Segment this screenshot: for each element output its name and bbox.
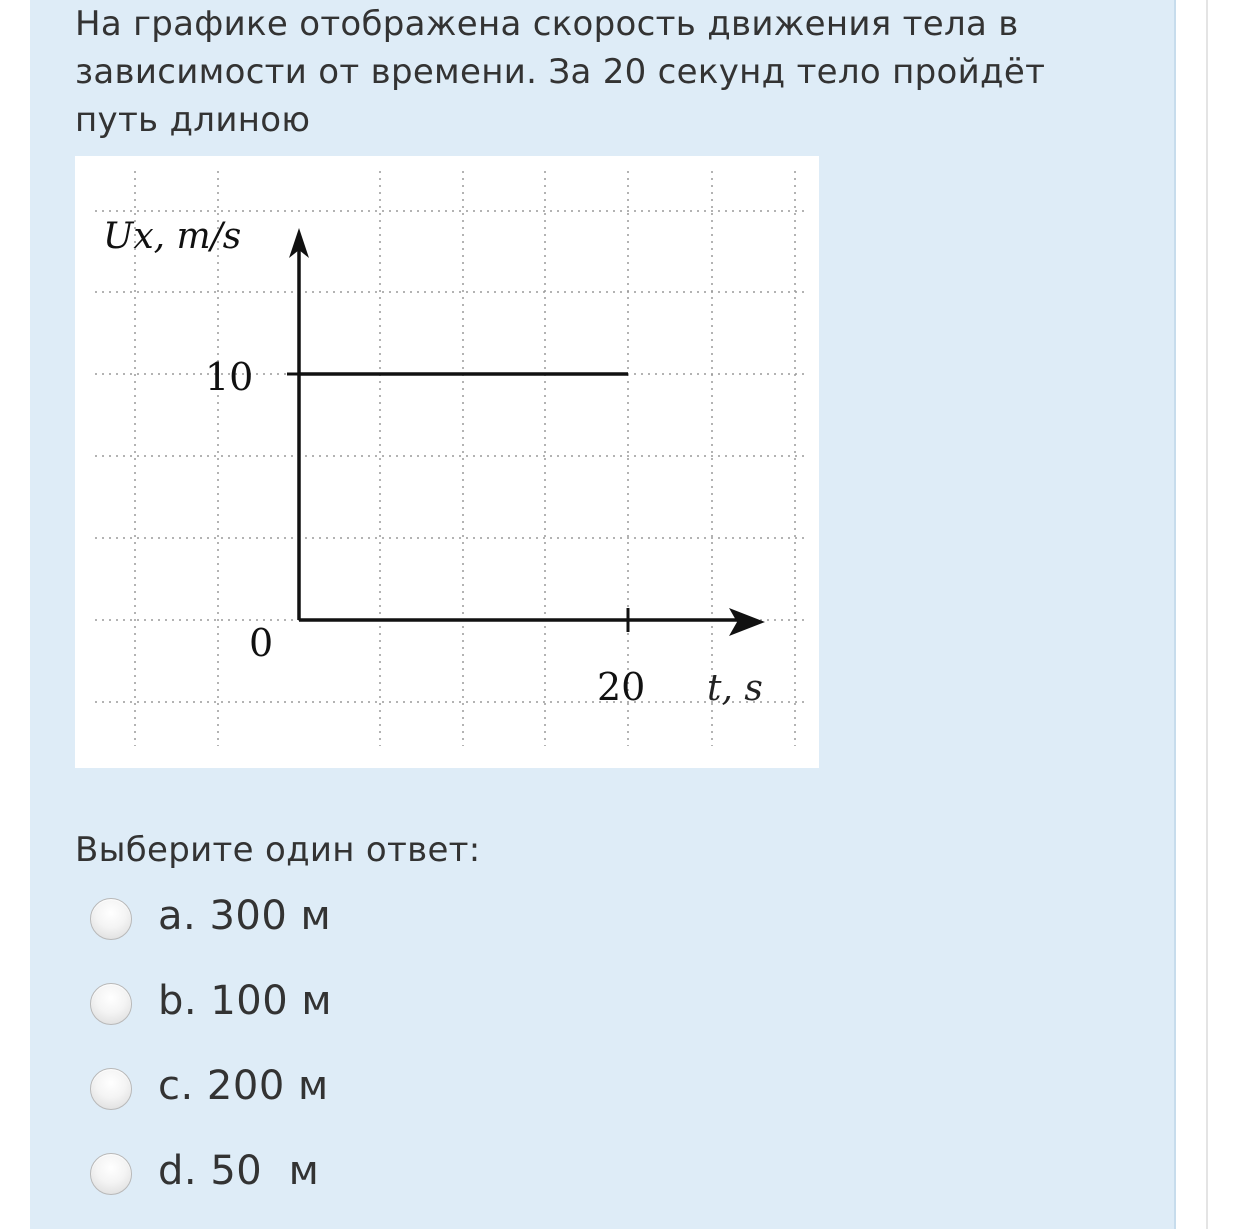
velocity-time-graph xyxy=(75,156,819,768)
graph-axes xyxy=(299,248,755,620)
right-border xyxy=(1206,0,1208,1229)
radio-button-c[interactable] xyxy=(90,1068,132,1110)
question-panel xyxy=(30,0,1176,1229)
x-axis-label: t, s xyxy=(707,668,763,709)
answer-label-b[interactable]: b. 100 м xyxy=(158,978,333,1024)
answer-option-b[interactable] xyxy=(90,963,690,1048)
radio-button-b[interactable] xyxy=(90,983,132,1025)
answer-prompt: Выберите один ответ: xyxy=(75,830,481,870)
answer-option-a[interactable] xyxy=(90,878,690,963)
y-tick-label-10: 10 xyxy=(205,355,254,399)
radio-button-d[interactable] xyxy=(90,1153,132,1195)
answer-label-d[interactable]: d. 50 м xyxy=(158,1148,320,1194)
answer-label-c[interactable]: c. 200 м xyxy=(158,1063,329,1109)
x-axis-arrow xyxy=(729,608,765,636)
y-axis-label: Ux, m/s xyxy=(103,216,242,257)
graph-grid xyxy=(95,171,805,746)
page-margin xyxy=(0,0,30,1229)
answer-option-c[interactable] xyxy=(90,1048,690,1133)
question-text: На графике отображена скорость движения тела в зависимости от времени. За 20 секунд тело пройдёт путь длиною xyxy=(75,4,1046,140)
answer-option-d[interactable] xyxy=(90,1133,690,1218)
x-tick-label-20: 20 xyxy=(597,665,646,709)
radio-button-a[interactable] xyxy=(90,898,132,940)
answer-label-a[interactable]: a. 300 м xyxy=(158,893,332,939)
answer-list xyxy=(90,878,690,1218)
origin-label: 0 xyxy=(249,621,274,665)
